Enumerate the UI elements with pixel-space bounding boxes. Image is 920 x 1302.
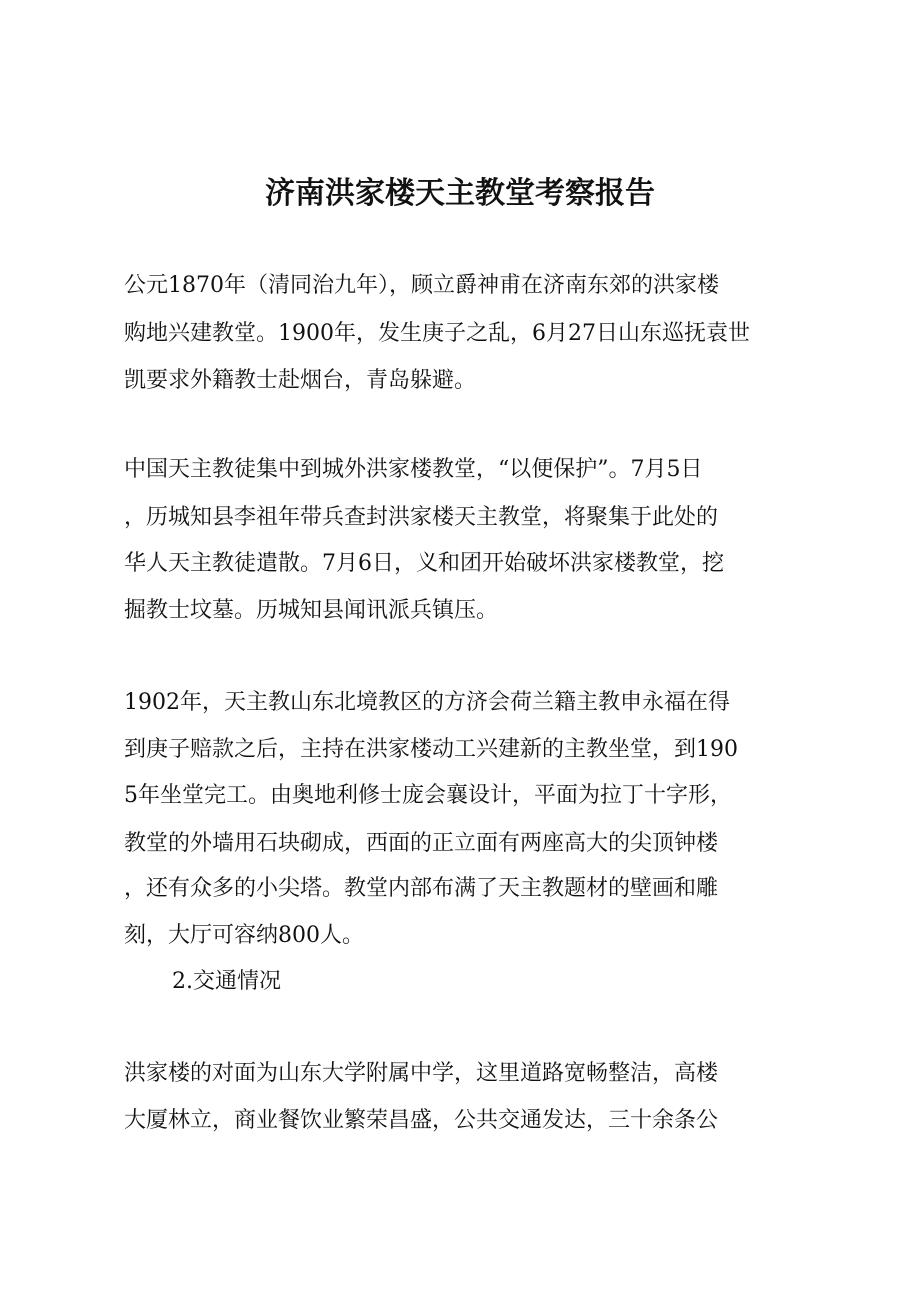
paragraph-1-line-3: 凯要求外籍教士赴烟台，青岛躲避。 (124, 368, 477, 393)
paragraph-1-line-2: 购地兴建教堂。1900年，发生庚子之乱，6月27日山东巡抚袁世 (124, 321, 750, 346)
paragraph-2-line-3: 华人天主教徒遣散。7月6日，义和团开始破坏洪家楼教堂，挖 (124, 551, 724, 576)
document-title: 济南洪家楼天主教堂考察报告 (265, 176, 655, 211)
paragraph-2-line-2: ，历城知县李祖年带兵查封洪家楼天主教堂，将聚集于此处的 (124, 505, 719, 530)
paragraph-3-line-3: 5年坐堂完工。由奥地利修士庞会襄设计，平面为拉丁十字形， (124, 783, 732, 808)
paragraph-3-line-2: 到庚子赔款之后，主持在洪家楼动工兴建新的主教坐堂，到190 (124, 737, 738, 762)
paragraph-3-line-1: 1902年，天主教山东北境教区的方济会荷兰籍主教申永福在得 (124, 690, 730, 715)
paragraph-2-line-1: 中国天主教徒集中到城外洪家楼教堂，“以便保护”。7月5日 (124, 457, 703, 482)
paragraph-1-line-1: 公元1870年（清同治九年），顾立爵神甫在济南东郊的洪家楼 (124, 273, 719, 298)
paragraph-3-line-4: 教堂的外墙用石块砌成，西面的正立面有两座高大的尖顶钟楼 (124, 831, 719, 856)
paragraph-3-line-5: ，还有众多的小尖塔。教堂内部布满了天主教题材的壁画和雕 (124, 876, 719, 901)
paragraph-4-line-2: 大厦林立，商业餐饮业繁荣昌盛，公共交通发达，三十余条公 (124, 1108, 719, 1133)
paragraph-4-line-1: 洪家楼的对面为山东大学附属中学，这里道路宽畅整洁，高楼 (124, 1061, 719, 1086)
section-heading-traffic: 2.交通情况 (172, 969, 281, 994)
paragraph-2-line-4: 掘教士坟墓。历城知县闻讯派兵镇压。 (124, 598, 499, 623)
paragraph-3-line-6: 刻，大厅可容纳800人。 (124, 923, 364, 948)
